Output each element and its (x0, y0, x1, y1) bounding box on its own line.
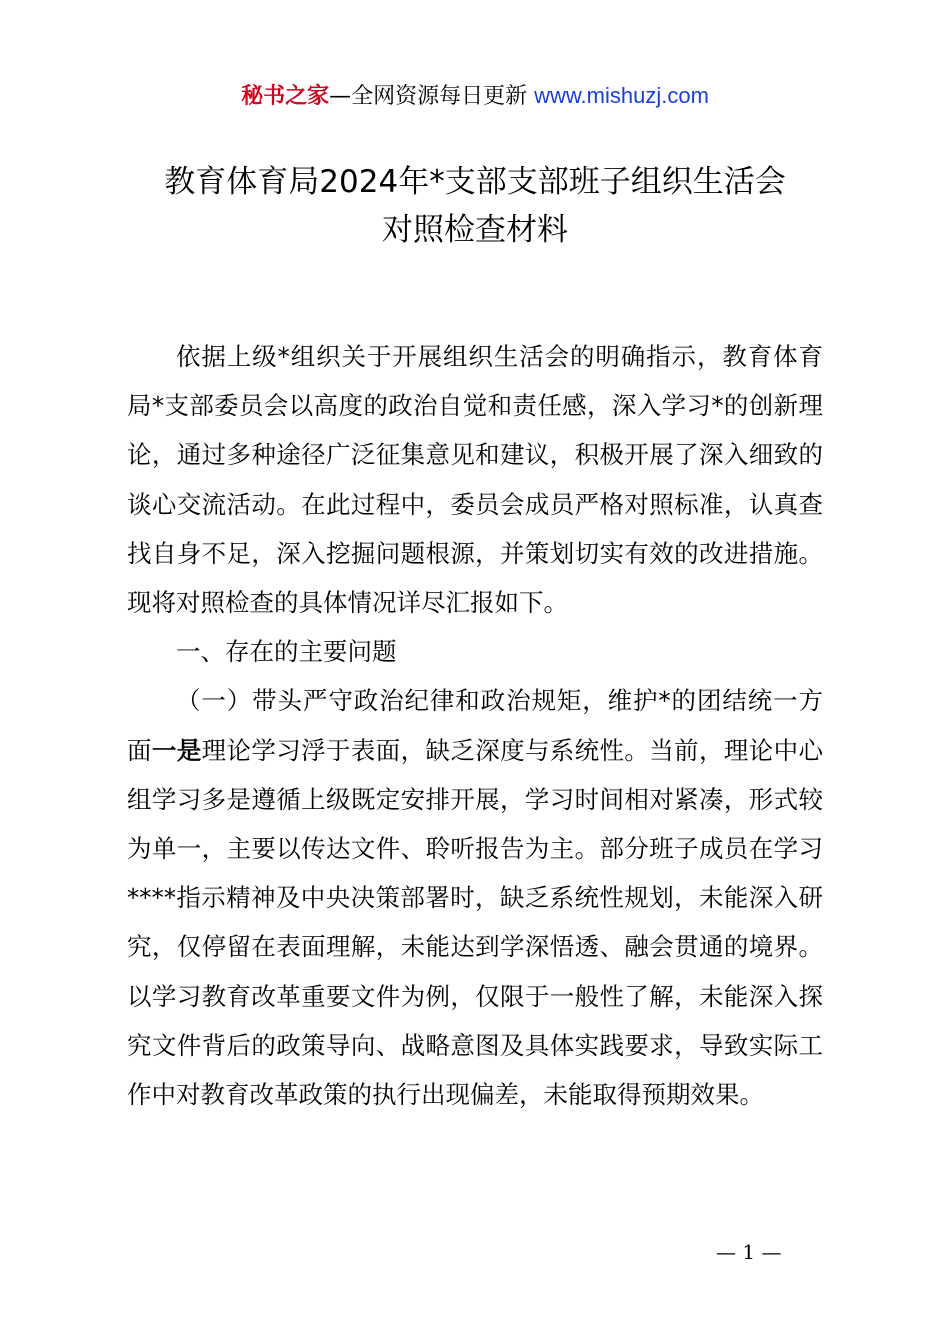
subsection-heading: （一）带头严守政治纪律和政治规矩，维护*的团结统一方面 (127, 686, 823, 765)
document-body (127, 332, 823, 1119)
site-url-link[interactable]: www.mishuzj.com (534, 83, 709, 108)
section-heading: 一、存在的主要问题 (176, 637, 397, 667)
intro-paragraph: 依据上级*组织关于开展组织生活会的明确指示，教育体育局*支部委员会以高度的政治自觉和责任感，深入学习*的创新理论，通过多种途径广泛征集意见和建议，积极开展了深入细致的谈心交流活动。在此过程中，委员会成员严格对照标准，认真查找自身不足，深入挖掘问题根源，并策划切实有效的改进措施。现将对照检查的具体情况详尽汇报如下。 (127, 342, 823, 618)
page-number: — 1 — (716, 1240, 782, 1264)
site-slogan: —全网资源每日更新 (329, 84, 535, 109)
point-text: 理论学习浮于表面，缺乏深度与系统性。当前，理论中心组学习多是遵循上级既定安排开展，学习时间相对紧凑，形式较为单一，主要以传达文件、聆听报告为主。部分班子成员在学习****指示精神及中央决策部署时，缺乏系统性规划，未能深入研究，仅停留在表面理解，未能达到学深悟透、融会贯通的境界。以学习教育改革重要文件为例，仅限于一般性了解，未能深入探究文件背后的政策导向、战略意图及具体实践要求，导致实际工作中对教育改革政策的执行出现偏差，未能取得预期效果。 (127, 735, 824, 1110)
document-title (60, 158, 890, 254)
site-header (0, 80, 950, 113)
subsection-paragraph (127, 676, 823, 1119)
point-label: 一是 (151, 735, 202, 765)
title-line-2: 对照检查材料 (382, 212, 568, 248)
site-brand: 秘书之家 (241, 84, 330, 109)
title-line-1: 教育体育局2024年*支部支部班子组织生活会 (164, 164, 786, 200)
